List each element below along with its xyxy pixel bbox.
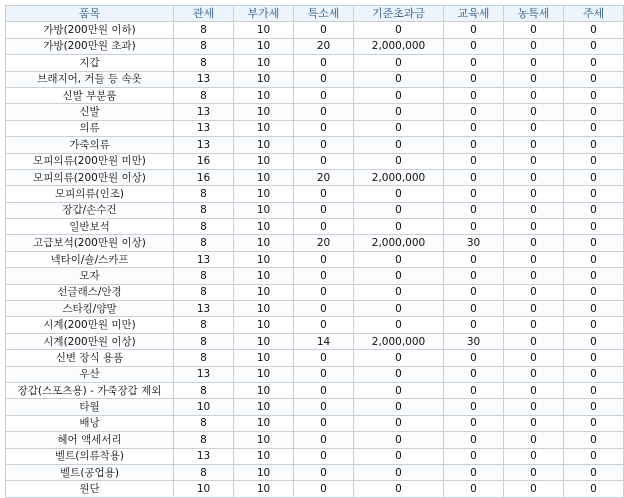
special-consumption-tax-cell: 0 [294,153,354,169]
table-row [6,464,624,480]
threshold-amount-cell: 0 [354,432,444,448]
table-row [6,71,624,87]
vat-cell: 10 [234,219,294,235]
threshold-amount-cell: 0 [354,268,444,284]
rural-special-tax-cell: 0 [504,38,564,54]
threshold-amount-cell: 2,000,000 [354,235,444,251]
customs-duty-cell: 10 [174,399,234,415]
vat-cell: 10 [234,202,294,218]
vat-cell: 10 [234,464,294,480]
item-name-cell: 벨트(공업용) [6,464,174,480]
vat-cell: 10 [234,22,294,38]
table-row [6,55,624,71]
liquor-tax-cell: 0 [564,284,624,300]
education-tax-cell: 0 [444,22,504,38]
table-row [6,104,624,120]
liquor-tax-cell: 0 [564,202,624,218]
rural-special-tax-cell: 0 [504,153,564,169]
education-tax-cell: 0 [444,153,504,169]
item-name-cell: 장갑(스포츠용) - 가죽장갑 제외 [6,382,174,398]
rural-special-tax-cell: 0 [504,464,564,480]
table-row [6,481,624,497]
threshold-amount-cell: 0 [354,87,444,103]
liquor-tax-cell: 0 [564,251,624,267]
education-tax-cell: 0 [444,104,504,120]
item-name-cell: 넥타이/숄/스카프 [6,251,174,267]
special-consumption-tax-cell: 0 [294,481,354,497]
liquor-tax-cell: 0 [564,38,624,54]
rural-special-tax-cell: 0 [504,104,564,120]
table-row [6,137,624,153]
education-tax-cell: 0 [444,301,504,317]
customs-duty-cell: 13 [174,366,234,382]
education-tax-cell: 0 [444,432,504,448]
rural-special-tax-cell: 0 [504,268,564,284]
threshold-amount-cell: 0 [354,317,444,333]
vat-cell: 10 [234,366,294,382]
table-row [6,382,624,398]
special-consumption-tax-cell: 0 [294,251,354,267]
vat-cell: 10 [234,169,294,185]
vat-cell: 10 [234,87,294,103]
education-tax-cell: 0 [444,137,504,153]
education-tax-cell: 0 [444,87,504,103]
liquor-tax-cell: 0 [564,219,624,235]
threshold-amount-cell: 0 [354,399,444,415]
item-name-cell: 지갑 [6,55,174,71]
item-name-cell: 가방(200만원 초과) [6,38,174,54]
customs-duty-cell: 16 [174,169,234,185]
vat-cell: 10 [234,120,294,136]
table-row [6,432,624,448]
table-row [6,366,624,382]
liquor-tax-cell: 0 [564,120,624,136]
education-tax-cell: 0 [444,268,504,284]
customs-duty-cell: 13 [174,301,234,317]
table-row [6,415,624,431]
table-row [6,186,624,202]
liquor-tax-cell: 0 [564,415,624,431]
vat-cell: 10 [234,55,294,71]
liquor-tax-cell: 0 [564,137,624,153]
special-consumption-tax-cell: 20 [294,235,354,251]
liquor-tax-cell: 0 [564,104,624,120]
customs-duty-cell: 8 [174,268,234,284]
threshold-amount-cell: 0 [354,382,444,398]
threshold-amount-cell: 0 [354,22,444,38]
liquor-tax-cell: 0 [564,432,624,448]
education-tax-cell: 0 [444,382,504,398]
rural-special-tax-cell: 0 [504,333,564,349]
item-name-cell: 고급보석(200만원 이상) [6,235,174,251]
threshold-amount-cell: 2,000,000 [354,38,444,54]
liquor-tax-cell: 0 [564,268,624,284]
item-name-cell: 가죽의류 [6,137,174,153]
table-row [6,169,624,185]
special-consumption-tax-cell: 0 [294,464,354,480]
education-tax-cell: 0 [444,186,504,202]
customs-duty-cell: 8 [174,87,234,103]
customs-duty-cell: 8 [174,284,234,300]
liquor-tax-cell: 0 [564,464,624,480]
special-consumption-tax-cell: 0 [294,399,354,415]
liquor-tax-cell: 0 [564,317,624,333]
threshold-amount-cell: 0 [354,301,444,317]
customs-duty-cell: 8 [174,350,234,366]
education-tax-cell: 0 [444,219,504,235]
education-tax-cell: 0 [444,350,504,366]
vat-cell: 10 [234,333,294,349]
header-item: 품목 [6,6,174,22]
item-name-cell: 시계(200만원 이상) [6,333,174,349]
table-body [6,22,624,497]
table-row [6,268,624,284]
customs-duty-cell: 8 [174,382,234,398]
special-consumption-tax-cell: 0 [294,186,354,202]
rural-special-tax-cell: 0 [504,399,564,415]
special-consumption-tax-cell: 0 [294,202,354,218]
vat-cell: 10 [234,38,294,54]
liquor-tax-cell: 0 [564,399,624,415]
rural-special-tax-cell: 0 [504,120,564,136]
threshold-amount-cell: 0 [354,284,444,300]
special-consumption-tax-cell: 0 [294,350,354,366]
liquor-tax-cell: 0 [564,153,624,169]
special-consumption-tax-cell: 0 [294,382,354,398]
table-row [6,284,624,300]
rural-special-tax-cell: 0 [504,186,564,202]
customs-duty-cell: 13 [174,251,234,267]
education-tax-cell: 30 [444,333,504,349]
education-tax-cell: 0 [444,464,504,480]
liquor-tax-cell: 0 [564,301,624,317]
vat-cell: 10 [234,399,294,415]
special-consumption-tax-cell: 0 [294,22,354,38]
vat-cell: 10 [234,350,294,366]
threshold-amount-cell: 0 [354,251,444,267]
item-name-cell: 모자 [6,268,174,284]
liquor-tax-cell: 0 [564,169,624,185]
threshold-amount-cell: 0 [354,415,444,431]
header-special-consumption-tax: 특소세 [294,6,354,22]
item-name-cell: 의류 [6,120,174,136]
education-tax-cell: 0 [444,366,504,382]
customs-duty-cell: 8 [174,317,234,333]
vat-cell: 10 [234,186,294,202]
special-consumption-tax-cell: 0 [294,432,354,448]
customs-duty-cell: 8 [174,432,234,448]
item-name-cell: 브래지어, 거들 등 속옷 [6,71,174,87]
liquor-tax-cell: 0 [564,382,624,398]
rural-special-tax-cell: 0 [504,317,564,333]
customs-duty-cell: 16 [174,153,234,169]
liquor-tax-cell: 0 [564,55,624,71]
customs-duty-cell: 8 [174,202,234,218]
special-consumption-tax-cell: 20 [294,169,354,185]
liquor-tax-cell: 0 [564,333,624,349]
liquor-tax-cell: 0 [564,366,624,382]
customs-duty-cell: 8 [174,38,234,54]
header-customs-duty: 관세 [174,6,234,22]
item-name-cell: 가방(200만원 이하) [6,22,174,38]
table-row [6,153,624,169]
customs-duty-cell: 8 [174,22,234,38]
customs-duty-cell: 8 [174,186,234,202]
rural-special-tax-cell: 0 [504,169,564,185]
education-tax-cell: 0 [444,399,504,415]
special-consumption-tax-cell: 20 [294,38,354,54]
item-name-cell: 신변 장식 용품 [6,350,174,366]
table-row [6,317,624,333]
special-consumption-tax-cell: 0 [294,219,354,235]
rural-special-tax-cell: 0 [504,350,564,366]
rural-special-tax-cell: 0 [504,87,564,103]
vat-cell: 10 [234,382,294,398]
education-tax-cell: 0 [444,251,504,267]
education-tax-cell: 0 [444,71,504,87]
table-row [6,235,624,251]
customs-duty-cell: 10 [174,481,234,497]
special-consumption-tax-cell: 0 [294,87,354,103]
table-row [6,120,624,136]
special-consumption-tax-cell: 0 [294,137,354,153]
education-tax-cell: 0 [444,448,504,464]
table-row [6,399,624,415]
item-name-cell: 장갑/손수건 [6,202,174,218]
rural-special-tax-cell: 0 [504,481,564,497]
special-consumption-tax-cell: 0 [294,284,354,300]
education-tax-cell: 0 [444,415,504,431]
item-name-cell: 신발 부분품 [6,87,174,103]
customs-duty-cell: 8 [174,415,234,431]
liquor-tax-cell: 0 [564,71,624,87]
threshold-amount-cell: 0 [354,448,444,464]
threshold-amount-cell: 2,000,000 [354,333,444,349]
vat-cell: 10 [234,481,294,497]
threshold-amount-cell: 0 [354,137,444,153]
header-rural-special-tax: 농특세 [504,6,564,22]
vat-cell: 10 [234,251,294,267]
vat-cell: 10 [234,71,294,87]
threshold-amount-cell: 0 [354,71,444,87]
vat-cell: 10 [234,448,294,464]
vat-cell: 10 [234,432,294,448]
special-consumption-tax-cell: 0 [294,366,354,382]
item-name-cell: 일반보석 [6,219,174,235]
rural-special-tax-cell: 0 [504,448,564,464]
item-name-cell: 시계(200만원 미만) [6,317,174,333]
table-row [6,22,624,38]
liquor-tax-cell: 0 [564,87,624,103]
rural-special-tax-cell: 0 [504,55,564,71]
item-name-cell: 선글래스/안경 [6,284,174,300]
item-name-cell: 배낭 [6,415,174,431]
threshold-amount-cell: 2,000,000 [354,169,444,185]
table-row [6,38,624,54]
threshold-amount-cell: 0 [354,104,444,120]
education-tax-cell: 0 [444,284,504,300]
rural-special-tax-cell: 0 [504,415,564,431]
header-threshold-amount: 기준초과금 [354,6,444,22]
item-name-cell: 모피의류(인조) [6,186,174,202]
vat-cell: 10 [234,137,294,153]
item-name-cell: 원단 [6,481,174,497]
special-consumption-tax-cell: 0 [294,104,354,120]
threshold-amount-cell: 0 [354,481,444,497]
threshold-amount-cell: 0 [354,55,444,71]
header-row [6,6,624,22]
vat-cell: 10 [234,104,294,120]
header-education-tax: 교육세 [444,6,504,22]
rural-special-tax-cell: 0 [504,202,564,218]
threshold-amount-cell: 0 [354,186,444,202]
vat-cell: 10 [234,301,294,317]
education-tax-cell: 0 [444,55,504,71]
item-name-cell: 모피의류(200만원 이상) [6,169,174,185]
special-consumption-tax-cell: 0 [294,317,354,333]
customs-duty-cell: 8 [174,219,234,235]
education-tax-cell: 0 [444,481,504,497]
rural-special-tax-cell: 0 [504,71,564,87]
header-liquor-tax: 주세 [564,6,624,22]
rural-special-tax-cell: 0 [504,382,564,398]
customs-duty-cell: 8 [174,55,234,71]
liquor-tax-cell: 0 [564,350,624,366]
special-consumption-tax-cell: 14 [294,333,354,349]
item-name-cell: 헤어 액세서리 [6,432,174,448]
customs-duty-cell: 13 [174,137,234,153]
threshold-amount-cell: 0 [354,120,444,136]
rural-special-tax-cell: 0 [504,137,564,153]
table-row [6,350,624,366]
rural-special-tax-cell: 0 [504,284,564,300]
vat-cell: 10 [234,153,294,169]
threshold-amount-cell: 0 [354,366,444,382]
education-tax-cell: 30 [444,235,504,251]
rural-special-tax-cell: 0 [504,219,564,235]
item-name-cell: 신발 [6,104,174,120]
threshold-amount-cell: 0 [354,219,444,235]
threshold-amount-cell: 0 [354,350,444,366]
customs-duty-cell: 13 [174,104,234,120]
table-header [6,6,624,22]
table-row [6,202,624,218]
table-row [6,301,624,317]
vat-cell: 10 [234,235,294,251]
item-name-cell: 벨트(의류착용) [6,448,174,464]
special-consumption-tax-cell: 0 [294,415,354,431]
threshold-amount-cell: 0 [354,464,444,480]
item-name-cell: 타월 [6,399,174,415]
table-row [6,333,624,349]
liquor-tax-cell: 0 [564,481,624,497]
item-name-cell: 모피의류(200만원 미만) [6,153,174,169]
special-consumption-tax-cell: 0 [294,120,354,136]
special-consumption-tax-cell: 0 [294,55,354,71]
table-row [6,251,624,267]
vat-cell: 10 [234,317,294,333]
special-consumption-tax-cell: 0 [294,268,354,284]
customs-duty-cell: 8 [174,235,234,251]
customs-duty-cell: 13 [174,448,234,464]
vat-cell: 10 [234,415,294,431]
education-tax-cell: 0 [444,317,504,333]
threshold-amount-cell: 0 [354,202,444,218]
item-name-cell: 우산 [6,366,174,382]
customs-duty-cell: 13 [174,120,234,136]
item-name-cell: 스타킹/양말 [6,301,174,317]
education-tax-cell: 0 [444,120,504,136]
customs-duty-cell: 13 [174,71,234,87]
tariff-table [5,5,624,498]
customs-duty-cell: 8 [174,464,234,480]
table-row [6,219,624,235]
customs-duty-cell: 8 [174,333,234,349]
table-row [6,87,624,103]
rural-special-tax-cell: 0 [504,432,564,448]
rural-special-tax-cell: 0 [504,366,564,382]
liquor-tax-cell: 0 [564,448,624,464]
rural-special-tax-cell: 0 [504,235,564,251]
table-row [6,448,624,464]
special-consumption-tax-cell: 0 [294,301,354,317]
liquor-tax-cell: 0 [564,22,624,38]
rural-special-tax-cell: 0 [504,301,564,317]
vat-cell: 10 [234,284,294,300]
rural-special-tax-cell: 0 [504,22,564,38]
education-tax-cell: 0 [444,169,504,185]
liquor-tax-cell: 0 [564,235,624,251]
special-consumption-tax-cell: 0 [294,448,354,464]
threshold-amount-cell: 0 [354,153,444,169]
vat-cell: 10 [234,268,294,284]
education-tax-cell: 0 [444,202,504,218]
liquor-tax-cell: 0 [564,186,624,202]
header-vat: 부가세 [234,6,294,22]
special-consumption-tax-cell: 0 [294,71,354,87]
education-tax-cell: 0 [444,38,504,54]
rural-special-tax-cell: 0 [504,251,564,267]
